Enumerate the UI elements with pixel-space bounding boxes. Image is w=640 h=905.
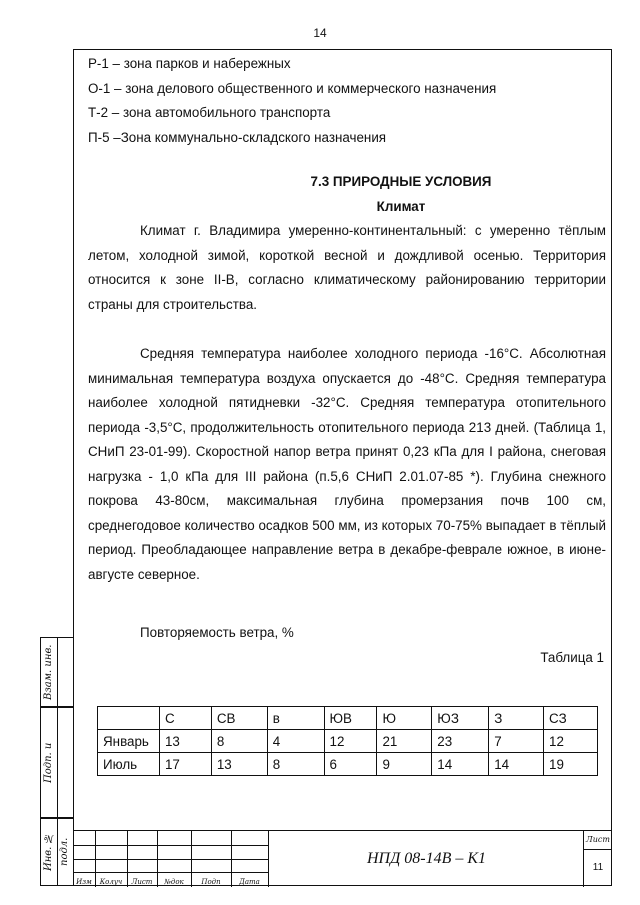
zone-list xyxy=(88,52,606,150)
table-row xyxy=(98,753,598,776)
table-cell: 14 xyxy=(489,753,544,776)
column-label-list: Лист xyxy=(131,878,153,886)
table-cell: 19 xyxy=(544,753,598,776)
table-cell: 21 xyxy=(377,730,432,753)
table-header-row xyxy=(98,707,598,730)
table-number: Таблица 1 xyxy=(540,649,604,665)
table-caption: Повторяемость ветра, % xyxy=(140,625,294,640)
table-cell: Июль xyxy=(98,753,160,776)
wind-table xyxy=(97,706,598,776)
table-cell: 13 xyxy=(159,730,211,753)
table-cell: 23 xyxy=(432,730,489,753)
sheet-number: 11 xyxy=(592,862,604,873)
side-stamp-signature xyxy=(40,707,73,818)
table-header-cell: в xyxy=(267,707,324,730)
table-header-cell: Ю xyxy=(377,707,432,730)
strip-divider xyxy=(57,638,58,706)
table-header-cell: ЮВ xyxy=(324,707,377,730)
zone-item: П-5 –Зона коммунально-складского назначения xyxy=(88,129,387,145)
column-label-doc: №док xyxy=(164,878,184,886)
table-header-cell: С xyxy=(159,707,211,730)
title-block xyxy=(73,830,612,886)
climate-paragraph: Климат г. Владимира умеренно-континентальный: с умеренно тёплым летом, холодной зимой, короткой весной и дождливой осенью. Территория относится к зоне II-В, согласно климатическому районированию территории страны для строительства. xyxy=(88,223,606,312)
column-label-izm: Изм xyxy=(76,878,92,886)
title-block-grid xyxy=(73,831,268,887)
table-cell: 13 xyxy=(211,753,267,776)
zone-item: Р-1 – зона парков и набережных xyxy=(88,56,291,71)
table-cell: 7 xyxy=(489,730,544,753)
table-cell: 9 xyxy=(377,753,432,776)
table-header-cell: З xyxy=(489,707,544,730)
table-cell: 12 xyxy=(324,730,377,753)
column-label-signature: Подп xyxy=(201,878,221,886)
sheet-box xyxy=(583,831,612,887)
zone-item: Т-2 – зона автомобильного транспорта xyxy=(88,105,331,120)
document-code: НПД 08-14В – К1 xyxy=(268,831,584,887)
table-cell: 12 xyxy=(544,730,598,753)
table-cell: Январь xyxy=(98,730,160,753)
grid-line xyxy=(73,859,268,860)
side-label-signature: Подп. и xyxy=(43,742,54,783)
table-cell: 6 xyxy=(324,753,377,776)
side-label-inventory: Инв. № подл. xyxy=(43,832,70,872)
table-cell: 4 xyxy=(267,730,324,753)
section-title: 7.3 ПРИРОДНЫЕ УСЛОВИЯ xyxy=(310,174,492,189)
side-label-replaced: Взам. инв. xyxy=(43,644,54,700)
subsection-title: Климат xyxy=(376,198,426,214)
table-cell: 17 xyxy=(159,753,211,776)
table-header-cell: ЮЗ xyxy=(432,707,489,730)
table-cell: 14 xyxy=(432,753,489,776)
column-label-kolich: Колуч xyxy=(99,878,123,886)
page-number: 14 xyxy=(313,26,327,40)
column-label-date: Дата xyxy=(239,878,260,886)
table-cell: 8 xyxy=(211,730,267,753)
table-row xyxy=(98,730,598,753)
table-cell: 8 xyxy=(267,753,324,776)
side-stamp-replaced xyxy=(40,637,73,707)
temperature-paragraph: Средняя температура наиболее холодного периода -16°С. Абсолютная минимальная температура воздуха опускается до -48°С. Средняя температура наиболее холодной пятидневки -32°С. Средняя температура отопительного периода -3,5°С, продолжительность отопительного периода 213 дней. (Таблица 1, СНиП 23-01-99). Скоростной напор ветра принят 0,23 кПа для I района, снеговая нагрузка - 1,0 кПа для III района (п.5,6 СНиП 2.01.07-85 *). Глубина снежного покрова 43-80см, максимальная глубина промерзания почв 100 см, среднегодовое количество осадков 500 мм, из которых 70-75% выпадает в тёплый период. Преобладающее направление ветра в декабре-феврале южное, в июне-августе северное. xyxy=(88,346,606,582)
table-header-cell: СЗ xyxy=(544,707,598,730)
grid-line xyxy=(73,872,268,873)
zone-item: О-1 – зона делового общественного и коммерческого назначения xyxy=(88,80,497,96)
grid-line xyxy=(73,845,268,846)
table-header-cell: СВ xyxy=(211,707,267,730)
table-header-cell xyxy=(98,707,160,730)
sheet-label: Лист xyxy=(584,831,612,850)
page-content xyxy=(88,52,606,670)
side-stamp-inventory xyxy=(40,818,73,886)
strip-divider xyxy=(57,708,58,817)
